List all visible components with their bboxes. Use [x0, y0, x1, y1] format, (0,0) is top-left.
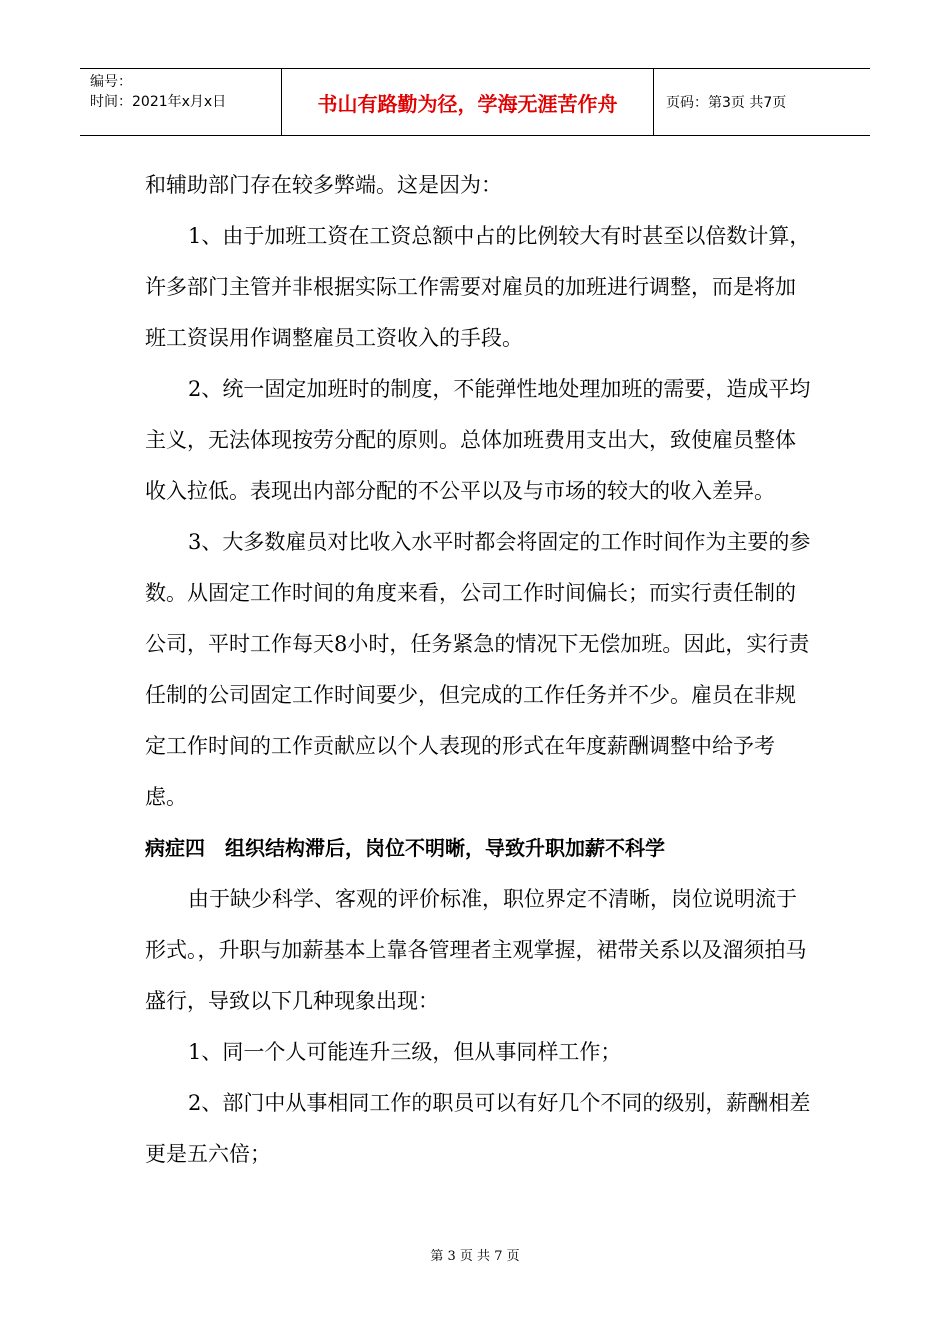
motto-text: 书山有路勤为径，学海无涯苦作舟 [317, 91, 618, 116]
paragraph-item-2: 2、部门中从事相同工作的职员可以有好几个不同的级别，薪酬相差更是五六倍； [145, 1091, 811, 1166]
page-footer [0, 1245, 950, 1264]
header-page-info: 页码：第3页 共7页 [666, 95, 787, 111]
date-label: 时间：2021年x月x日 [90, 94, 227, 110]
header-page-cell [654, 69, 870, 135]
document-body [145, 160, 815, 1180]
paragraph-continuation: 和辅助部门存在较多弊端。这是因为： [145, 173, 502, 197]
footer-page-number: 第 3 页 共 7 页 [430, 1249, 520, 1264]
section-heading: 病症四 组织结构滞后，岗位不明晰，导致升职加薪不科学 [145, 836, 665, 860]
number-label: 编号： [90, 74, 132, 90]
paragraph-item-1: 1、同一个人可能连升三级，但从事同样工作； [188, 1040, 622, 1064]
document-header [80, 68, 870, 136]
paragraph-point-1: 1、由于加班工资在工资总额中占的比例较大有时甚至以倍数计算，许多部门主管并非根据实际工作需要对雇员的加班进行调整，而是将加班工资误用作调整雇员工资收入的手段。 [145, 224, 811, 350]
paragraph-intro: 由于缺少科学、客观的评价标准，职位界定不清晰，岗位说明流于形式。，升职与加薪基本上靠各管理者主观掌握，裙带关系以及溜须拍马盛行，导致以下几种现象出现： [145, 887, 807, 1013]
paragraph-point-3: 3、大多数雇员对比收入水平时都会将固定的工作时间作为主要的参数。从固定工作时间的角度来看，公司工作时间偏长；而实行责任制的公司，平时工作每天8小时，任务紧急的情况下无偿加班。因此，实行责任制的公司固定工作时间要少，但完成的工作任务并不少。雇员在非规定工作时间的工作贡献应以个人表现的形式在年度薪酬调整中给予考虑。 [145, 530, 811, 809]
header-meta-cell [80, 69, 282, 135]
header-motto-cell [282, 69, 654, 135]
paragraph-point-2: 2、统一固定加班时的制度，不能弹性地处理加班的需要，造成平均主义，无法体现按劳分配的原则。总体加班费用支出大，致使雇员整体收入拉低。表现出内部分配的不公平以及与市场的较大的收入差异。 [145, 377, 811, 503]
